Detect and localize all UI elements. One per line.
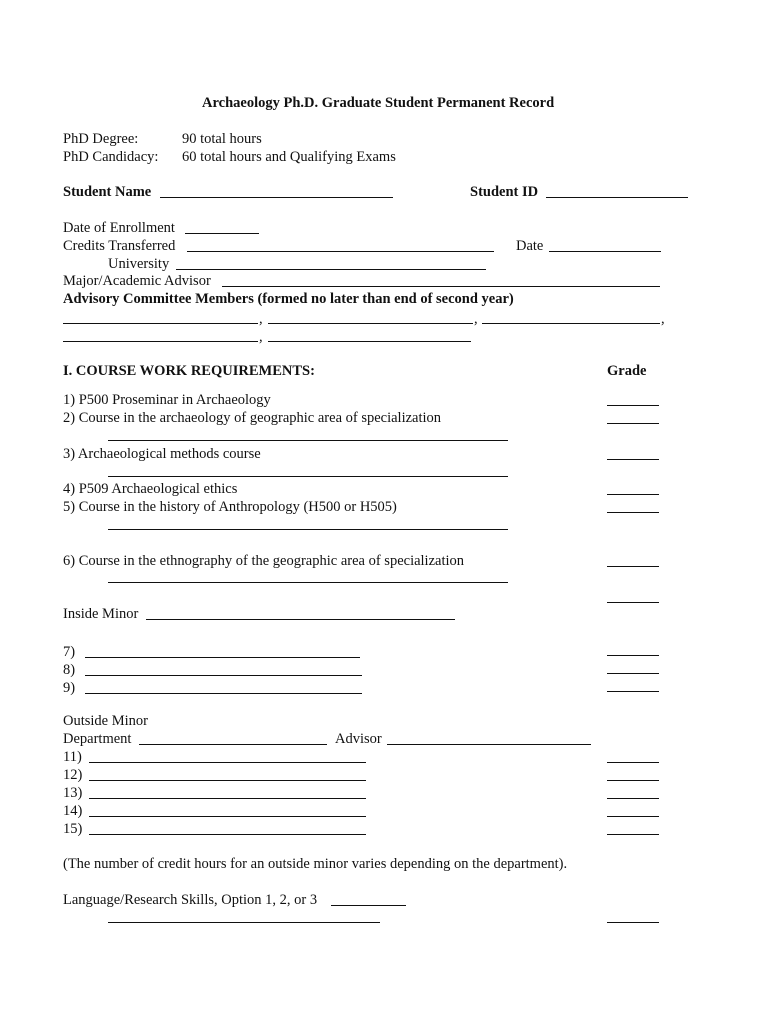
grade-field[interactable] <box>607 691 659 692</box>
comma: , <box>661 311 665 327</box>
minor-course-number: 7) <box>63 644 76 660</box>
course-item: 3) Archaeological methods course <box>63 446 261 462</box>
grade-field[interactable] <box>607 673 659 674</box>
course-item: 2) Course in the archaeology of geographic area of specialization <box>63 410 442 426</box>
department-label: Department <box>63 731 132 747</box>
university-label: University <box>108 256 170 272</box>
comma: , <box>474 311 478 327</box>
minor-course-field[interactable] <box>89 780 366 781</box>
course-name-field[interactable] <box>108 440 508 441</box>
grade-field[interactable] <box>607 798 659 799</box>
phd-degree-label: PhD Degree: <box>63 131 139 147</box>
minor-course-number: 9) <box>63 680 76 696</box>
department-field[interactable] <box>139 744 327 745</box>
advisor-field[interactable] <box>222 286 660 287</box>
section-heading: I. COURSE WORK REQUIREMENTS: <box>63 363 315 379</box>
grade-field[interactable] <box>607 423 659 424</box>
grade-field[interactable] <box>607 655 659 656</box>
minor-course-number: 15) <box>63 821 83 837</box>
page-title: Archaeology Ph.D. Graduate Student Permanent Record <box>202 95 555 111</box>
minor-course-number: 11) <box>63 749 82 765</box>
minor-course-field[interactable] <box>85 675 362 676</box>
grade-field[interactable] <box>607 512 659 513</box>
course-item: 1) P500 Proseminar in Archaeology <box>63 392 271 408</box>
language-skill-field[interactable] <box>108 922 380 923</box>
course-name-field[interactable] <box>108 476 508 477</box>
student-name-label: Student Name <box>63 184 152 200</box>
minor-course-field[interactable] <box>89 834 366 835</box>
minor-course-field[interactable] <box>85 693 362 694</box>
grade-field[interactable] <box>607 566 659 567</box>
enrollment-date-label: Date of Enrollment <box>63 220 175 236</box>
grade-field[interactable] <box>607 494 659 495</box>
transfer-date-field[interactable] <box>549 251 661 252</box>
transfer-date-label: Date <box>516 238 544 254</box>
committee-member-field[interactable] <box>268 341 471 342</box>
course-name-field[interactable] <box>108 582 508 583</box>
grade-field[interactable] <box>607 405 659 406</box>
course-name-field[interactable] <box>108 529 508 530</box>
student-name-field[interactable] <box>160 197 393 198</box>
committee-label: Advisory Committee Members (formed no later than end of second year) <box>63 291 514 307</box>
grade-field[interactable] <box>607 834 659 835</box>
student-id-field[interactable] <box>546 197 688 198</box>
committee-member-field[interactable] <box>268 323 473 324</box>
language-skills-label: Language/Research Skills, Option 1, 2, or 3 <box>63 892 318 908</box>
grade-field[interactable] <box>607 459 659 460</box>
minor-course-field[interactable] <box>89 816 366 817</box>
grade-field[interactable] <box>607 922 659 923</box>
comma: , <box>259 329 263 345</box>
grade-label: Grade <box>607 363 647 379</box>
course-item: 5) Course in the history of Anthropology (H500 or H505) <box>63 499 397 515</box>
inside-minor-field[interactable] <box>146 619 455 620</box>
minor-course-field[interactable] <box>85 657 360 658</box>
university-field[interactable] <box>176 269 486 270</box>
committee-member-field[interactable] <box>63 341 258 342</box>
inside-minor-label: Inside Minor <box>63 606 139 622</box>
course-item: 6) Course in the ethnography of the geographic area of specialization <box>63 553 465 569</box>
outside-minor-note: (The number of credit hours for an outside minor varies depending on the department). <box>63 856 568 872</box>
phd-degree-value: 90 total hours <box>182 131 262 147</box>
phd-candidacy-value: 60 total hours and Qualifying Exams <box>182 149 396 165</box>
enrollment-date-field[interactable] <box>185 233 259 234</box>
minor-course-field[interactable] <box>89 762 366 763</box>
comma: , <box>259 311 263 327</box>
credits-transferred-label: Credits Transferred <box>63 238 176 254</box>
grade-field[interactable] <box>607 816 659 817</box>
outside-advisor-label: Advisor <box>335 731 382 747</box>
course-item: 4) P509 Archaeological ethics <box>63 481 238 497</box>
grade-field[interactable] <box>607 762 659 763</box>
committee-member-field[interactable] <box>482 323 660 324</box>
grade-field[interactable] <box>607 780 659 781</box>
minor-course-number: 12) <box>63 767 83 783</box>
minor-course-number: 8) <box>63 662 76 678</box>
minor-course-field[interactable] <box>89 798 366 799</box>
outside-minor-label: Outside Minor <box>63 713 148 729</box>
advisor-label: Major/Academic Advisor <box>63 273 211 289</box>
grade-field[interactable] <box>607 602 659 603</box>
minor-course-number: 13) <box>63 785 83 801</box>
student-id-label: Student ID <box>470 184 539 200</box>
committee-member-field[interactable] <box>63 323 258 324</box>
language-option-field[interactable] <box>331 905 406 906</box>
minor-course-number: 14) <box>63 803 83 819</box>
outside-advisor-field[interactable] <box>387 744 591 745</box>
phd-candidacy-label: PhD Candidacy: <box>63 149 159 165</box>
credits-transferred-field[interactable] <box>187 251 494 252</box>
